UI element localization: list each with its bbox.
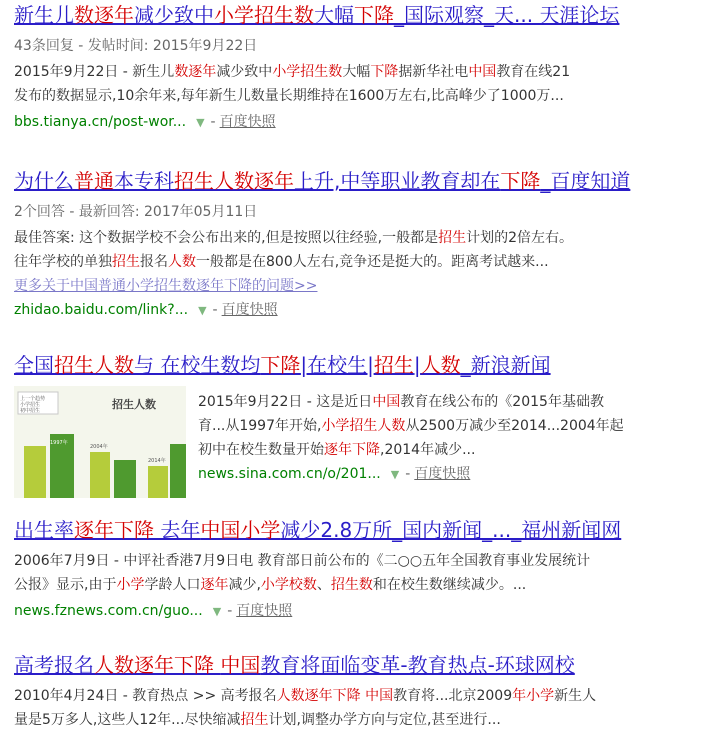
separator: -	[227, 603, 233, 619]
highlighted-keyword: 招生	[112, 254, 140, 270]
text-segment: 上升,中等职业教育却在	[294, 169, 501, 193]
result-snippet	[14, 684, 714, 708]
result-url[interactable]: zhidao.baidu.com/link?...	[14, 302, 189, 318]
thumbnail-legend: 初中招生	[20, 408, 41, 414]
result-title-link[interactable]	[14, 352, 714, 378]
thumbnail-title: 招生人数	[112, 398, 156, 411]
result-title-link[interactable]	[14, 517, 714, 543]
snapshot-link[interactable]: 百度快照	[414, 466, 471, 482]
thumbnail-label: 2004年	[90, 444, 108, 450]
result-url[interactable]: news.sina.com.cn/o/201...	[198, 466, 381, 482]
text-segment: 从2500万减少至2014...2004年起	[405, 418, 624, 434]
result-snippet	[14, 226, 714, 250]
highlighted-keyword: 人数	[420, 353, 461, 377]
result-snippet	[14, 250, 714, 274]
search-result	[14, 352, 714, 502]
text-segment: 出生率	[14, 518, 74, 542]
text-segment: 减少致中	[216, 64, 273, 80]
result-url-row	[14, 110, 714, 135]
highlighted-keyword: 普通	[74, 169, 114, 193]
highlighted-keyword: 人数	[168, 254, 196, 270]
result-meta: 43条回复 - 发帖时间: 2015年9月22日	[14, 38, 258, 54]
result-title-link[interactable]	[14, 652, 714, 678]
dropdown-arrow-icon[interactable]: ▼	[198, 304, 207, 317]
text-segment: _国际观察_天... 天涯论坛	[394, 3, 620, 27]
text-segment: 2015年9月22日 - 新生儿	[14, 64, 175, 80]
snapshot-link[interactable]: 百度快照	[219, 114, 276, 130]
dropdown-arrow-icon[interactable]: ▼	[196, 116, 205, 129]
highlighted-keyword: 招生	[373, 353, 414, 377]
text-segment: 育...从1997年开始,	[198, 418, 322, 434]
thumbnail-legend: 小学招生	[20, 402, 41, 408]
result-meta: 2个回答 - 最新回答: 2017年05月11日	[14, 204, 258, 220]
highlighted-keyword: 小学	[116, 577, 145, 593]
text-segment: 和在校生数继续减少。...	[372, 577, 527, 593]
highlighted-keyword: 数逐年	[74, 3, 134, 27]
more-questions-row	[14, 274, 714, 298]
separator: -	[210, 114, 216, 130]
text-segment: 高考报名	[14, 653, 94, 677]
result-thumbnail[interactable]	[14, 386, 186, 498]
text-segment: |在校生|	[300, 353, 374, 377]
highlighted-keyword: 小学招生数	[272, 64, 343, 80]
text-segment: 去年	[154, 518, 201, 542]
thumbnail-label: 1997年	[50, 440, 68, 446]
highlighted-keyword: 招生人数	[54, 353, 134, 377]
highlighted-keyword: 小学招生人数	[321, 418, 406, 434]
text-segment: _新浪新闻	[460, 353, 551, 377]
highlighted-keyword: 招生人数逐年	[174, 169, 294, 193]
text-segment: 据新华社电	[398, 64, 469, 80]
text-segment: 计划的2倍左右。	[466, 230, 573, 246]
text-segment: 教育将面临变革-教育热点-环球网校	[260, 653, 575, 677]
highlighted-keyword: 中国	[365, 688, 394, 704]
result-snippet	[198, 438, 714, 462]
highlighted-keyword: 下降	[500, 169, 541, 193]
thumbnail-legend: 上一个趋势	[20, 396, 46, 402]
result-snippet	[198, 390, 714, 414]
snapshot-link[interactable]: 百度快照	[221, 302, 278, 318]
text-segment: 、	[316, 577, 331, 593]
highlighted-keyword: 下降	[260, 353, 301, 377]
text-segment: 减少致中	[134, 3, 214, 27]
result-snippet	[14, 60, 714, 84]
highlighted-keyword: 下降	[354, 3, 394, 27]
highlighted-keyword: 中国	[468, 64, 497, 80]
search-result	[14, 517, 714, 624]
highlighted-keyword: 小学招生数	[214, 3, 314, 27]
result-title-link[interactable]	[14, 168, 714, 194]
highlighted-keyword: 逐年下降	[74, 518, 154, 542]
search-result	[14, 168, 714, 323]
text-segment: 教育在线公布的《2015年基础教	[400, 394, 604, 410]
text-segment: 2006年7月9日 - 中评社香港7月9日电 教育部日前公布的《二○○五年全国教育事业发展统计	[14, 553, 591, 569]
text-segment: 与 在校生数均	[134, 353, 261, 377]
highlighted-keyword: 中国	[372, 394, 401, 410]
text-segment: ,2014年减少...	[380, 442, 476, 458]
result-url-row	[14, 298, 714, 323]
text-segment: 本专科	[114, 169, 174, 193]
result-url-row	[198, 462, 714, 487]
text-segment: 2010年4月24日 - 教育热点 >> 高考报名	[14, 688, 277, 704]
text-segment: 新生人	[554, 688, 597, 704]
highlighted-keyword: 人数逐年下降	[276, 688, 361, 704]
text-segment: 学龄人口	[144, 577, 201, 593]
result-url[interactable]: bbs.tianya.cn/post-wor...	[14, 114, 187, 130]
thumbnail-label: 2014年	[148, 458, 166, 464]
highlighted-keyword: 逐年下降	[324, 442, 380, 458]
text-segment: 为什么	[14, 169, 74, 193]
text-segment: 报名	[140, 254, 168, 270]
highlighted-keyword: 中国小学	[200, 518, 281, 542]
result-snippet	[14, 84, 714, 108]
result-title-link[interactable]	[14, 2, 714, 28]
dropdown-arrow-icon[interactable]: ▼	[212, 605, 222, 618]
highlighted-keyword: 年小学	[512, 688, 555, 704]
text-segment: 新生儿	[14, 3, 74, 27]
highlighted-keyword: 招生数	[330, 577, 373, 593]
result-snippet	[14, 573, 714, 597]
text-segment: 教育将...北京2009	[393, 688, 513, 704]
separator: -	[405, 466, 411, 482]
highlighted-keyword: 招生	[438, 230, 467, 246]
text-segment: 2015年9月22日 - 这是近日	[198, 394, 373, 410]
snapshot-link[interactable]: 百度快照	[236, 603, 293, 619]
search-result	[14, 2, 714, 135]
result-snippet	[14, 549, 714, 573]
text-segment: 量是5万多人,这些人12年...尽快缩减	[14, 712, 241, 728]
search-result	[14, 652, 714, 732]
text-segment: 初中在校生数量开始	[198, 442, 324, 458]
text-segment: 发布的数据显示,10余年来,每年新生儿数量长期维持在1600万左右,比高峰少了1000万...	[14, 88, 564, 104]
more-questions-link[interactable]: 更多关于中国普通小学招生数逐年下降的问题>>	[14, 278, 318, 294]
result-snippet	[198, 414, 714, 438]
highlighted-keyword: 小学校数	[260, 577, 317, 593]
text-segment: 大幅	[342, 64, 371, 80]
text-segment: 往年学校的单独	[14, 254, 112, 270]
highlighted-keyword: 逐年	[200, 577, 229, 593]
text-segment: 大幅	[314, 3, 354, 27]
text-segment: 减少2.8万所_国内新闻_..._福州新闻网	[280, 518, 622, 542]
highlighted-keyword: 下降	[370, 64, 399, 80]
result-media-text	[198, 386, 714, 487]
text-segment: 减少,	[228, 577, 261, 593]
text-segment: |	[413, 353, 421, 377]
text-segment: 计划,调整办学方向与定位,甚至进行...	[268, 712, 501, 728]
text-segment: 全国	[14, 353, 54, 377]
result-snippet	[14, 708, 714, 732]
dropdown-arrow-icon[interactable]: ▼	[390, 468, 400, 481]
highlighted-keyword: 中国	[220, 653, 261, 677]
highlighted-keyword: 人数逐年下降	[94, 653, 214, 677]
result-url-row	[14, 599, 714, 624]
highlighted-keyword: 数逐年	[174, 64, 217, 80]
text-segment: 教育在线21	[496, 64, 571, 80]
text-segment: _百度知道	[540, 169, 631, 193]
highlighted-keyword: 招生	[240, 712, 269, 728]
text-segment: 最佳答案: 这个数据学校不会公布出来的,但是按照以往经验,一般都是	[14, 230, 439, 246]
text-segment: 公报》显示,由于	[14, 577, 117, 593]
separator: -	[212, 302, 218, 318]
result-url[interactable]: news.fznews.com.cn/guo...	[14, 603, 203, 619]
text-segment: 一般都是在800人左右,竞争还是挺大的。距离考试越来...	[196, 254, 549, 270]
